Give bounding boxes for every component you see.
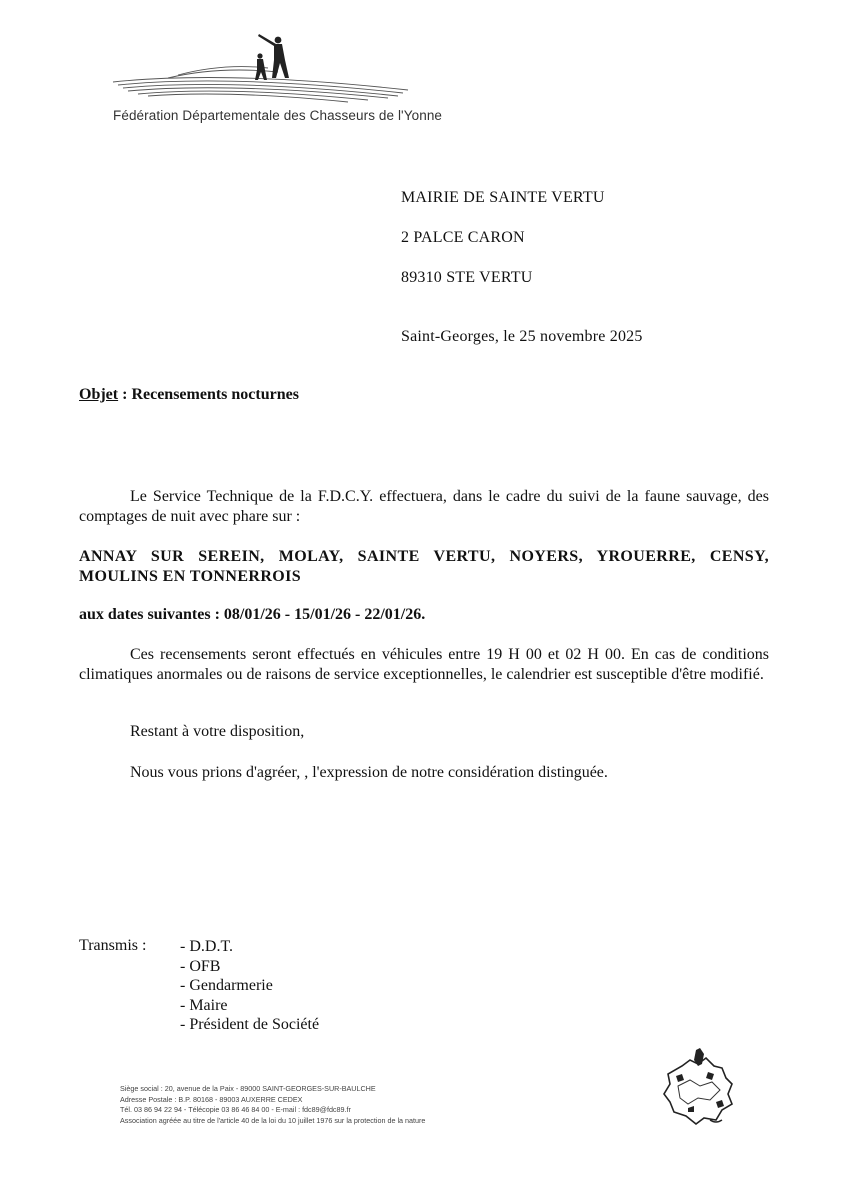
hunters-logo-icon [108, 30, 418, 108]
details-paragraph: Ces recensements seront effectués en véhicules entre 19 H 00 et 02 H 00. En cas de conditions climatiques anormales ou de raisons de service exceptionnelles, le calendrier est susceptible d'être modifié. [79, 646, 769, 683]
intro-paragraph: Le Service Technique de la F.D.C.Y. effectuera, dans le cadre du suivi de la faune sauvage, des comptages de nuit avec phare sur : [79, 488, 769, 525]
towns-list: ANNAY SUR SEREIN, MOLAY, SAINTE VERTU, NOYERS, YROUERRE, CENSY, MOULINS EN TONNERROIS [79, 548, 769, 585]
dates-line: aux dates suivantes : 08/01/26 - 15/01/26 - 22/01/26. [79, 606, 426, 623]
closing-line: Nous vous prions d'agréer, , l'expression de notre considération distinguée. [130, 764, 608, 781]
recipient-line-2: 2 PALCE CARON [401, 229, 525, 246]
recipient-line-3: 89310 STE VERTU [401, 269, 533, 286]
footer-info [120, 1084, 425, 1126]
footer-line-1: Siège social : 20, avenue de la Paix - 89000 SAINT-GEORGES-SUR-BAULCHE [120, 1084, 376, 1093]
subject-line [79, 386, 299, 404]
yonne-map-icon [660, 1046, 740, 1128]
subject-separator: : [118, 386, 132, 403]
transmis-item: - D.D.T. [180, 938, 234, 955]
transmis-item: - Président de Société [180, 1016, 320, 1033]
transmis-item: - OFB [180, 957, 221, 975]
subject-label: Objet [79, 386, 119, 403]
organization-name: Fédération Départementale des Chasseurs de l'Yonne [113, 108, 443, 123]
transmis-list [180, 937, 319, 1035]
footer-line-4: Association agréée au titre de l'article 40 de la loi du 10 juillet 1976 sur la protection de la nature [120, 1115, 426, 1125]
availability-line: Restant à votre disposition, [130, 723, 305, 740]
footer-line-3: Tél. 03 86 94 22 94 - Télécopie 03 86 46 84 00 - E-mail : fdc89@fdc89.fr [120, 1105, 351, 1114]
transmis-item: - Maire [180, 996, 228, 1014]
subject-text: Recensements nocturnes [131, 386, 299, 403]
transmis-label: Transmis : [79, 937, 147, 954]
date-line: Saint-Georges, le 25 novembre 2025 [401, 328, 643, 345]
transmis-item: - Gendarmerie [180, 977, 273, 994]
footer-line-2: Adresse Postale : B.P. 80168 - 89003 AUXERRE CEDEX [120, 1094, 303, 1104]
recipient-line-1: MAIRIE DE SAINTE VERTU [401, 189, 605, 206]
